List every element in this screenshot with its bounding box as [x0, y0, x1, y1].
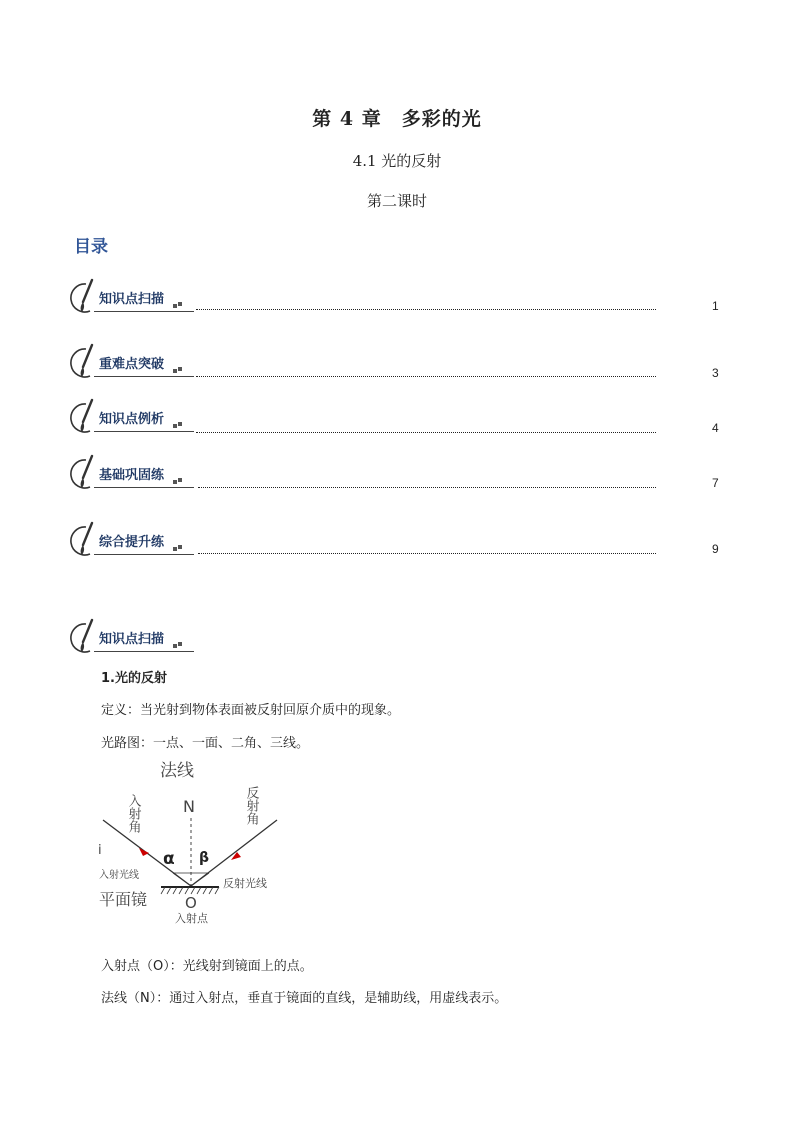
- incidence-point-text: 入射点（O）：光线射到镜面上的点。: [101, 959, 313, 974]
- toc-badge: [70, 343, 194, 383]
- toc-page-number: 7: [712, 476, 719, 490]
- normal-title: 法线: [160, 761, 194, 781]
- beta-label: β: [199, 850, 210, 866]
- section-title: 4.1 光的反射: [352, 152, 442, 170]
- reflected-ray-label: 反射光线: [223, 877, 267, 890]
- brush-icon: [70, 521, 102, 561]
- toc-leader-dots: [196, 309, 656, 310]
- toc-page-number: 9: [712, 542, 719, 556]
- mirror-label: 平面镜: [99, 890, 148, 909]
- section-badge: [70, 618, 194, 658]
- toc-heading: 目录: [74, 237, 108, 257]
- toc-label: 综合提升练: [99, 535, 165, 550]
- path-summary-text: 光路图：一点、一面、二角、三线。: [101, 736, 310, 751]
- toc-page-number: 3: [712, 366, 719, 380]
- toc-leader-dots: [198, 553, 656, 554]
- reflection-diagram: [95, 756, 295, 930]
- incident-ray-label: 入射光线: [99, 870, 139, 881]
- toc-badge: [70, 278, 194, 318]
- brush-icon: [70, 278, 102, 318]
- brush-icon: [70, 343, 102, 383]
- brush-icon: [70, 398, 102, 438]
- lesson-title: 第二课时: [366, 192, 427, 210]
- toc-badge: [70, 521, 194, 561]
- sub-heading: 1.光的反射: [101, 671, 167, 686]
- toc-leader-dots: [196, 432, 656, 433]
- toc-page-number: 4: [712, 421, 719, 435]
- toc-badge: [70, 398, 194, 438]
- incident-angle-label: 入射角: [125, 794, 141, 833]
- brush-icon: [70, 454, 102, 494]
- incidence-point-label: 入射点: [175, 912, 208, 925]
- side-mark: i: [98, 843, 102, 858]
- toc-label: 知识点例析: [99, 412, 165, 427]
- incident-arrow: [139, 848, 149, 856]
- toc-leader-dots: [198, 487, 656, 488]
- brush-icon: [70, 618, 102, 658]
- reflected-arrow: [231, 852, 241, 860]
- normal-line-text: 法线（N）：通过入射点，垂直于镜面的直线，是辅助线，用虚线表示。: [101, 991, 508, 1006]
- toc-label: 知识点扫描: [99, 292, 165, 307]
- toc-label: 基础巩固练: [99, 468, 165, 483]
- section-badge-label: 知识点扫描: [99, 632, 165, 647]
- toc-badge: [70, 454, 194, 494]
- toc-leader-dots: [196, 376, 656, 377]
- alpha-label: α: [163, 849, 175, 869]
- origin-label: O: [185, 894, 197, 912]
- reflected-angle-label: 反射角: [243, 786, 259, 825]
- definition-text: 定义：当光射到物体表面被反射回原介质中的现象。: [101, 703, 401, 718]
- normal-letter: N: [183, 797, 195, 816]
- chapter-title: 第 4 章 多彩的光: [312, 108, 482, 130]
- toc-label: 重难点突破: [99, 357, 165, 372]
- toc-page-number: 1: [712, 299, 719, 313]
